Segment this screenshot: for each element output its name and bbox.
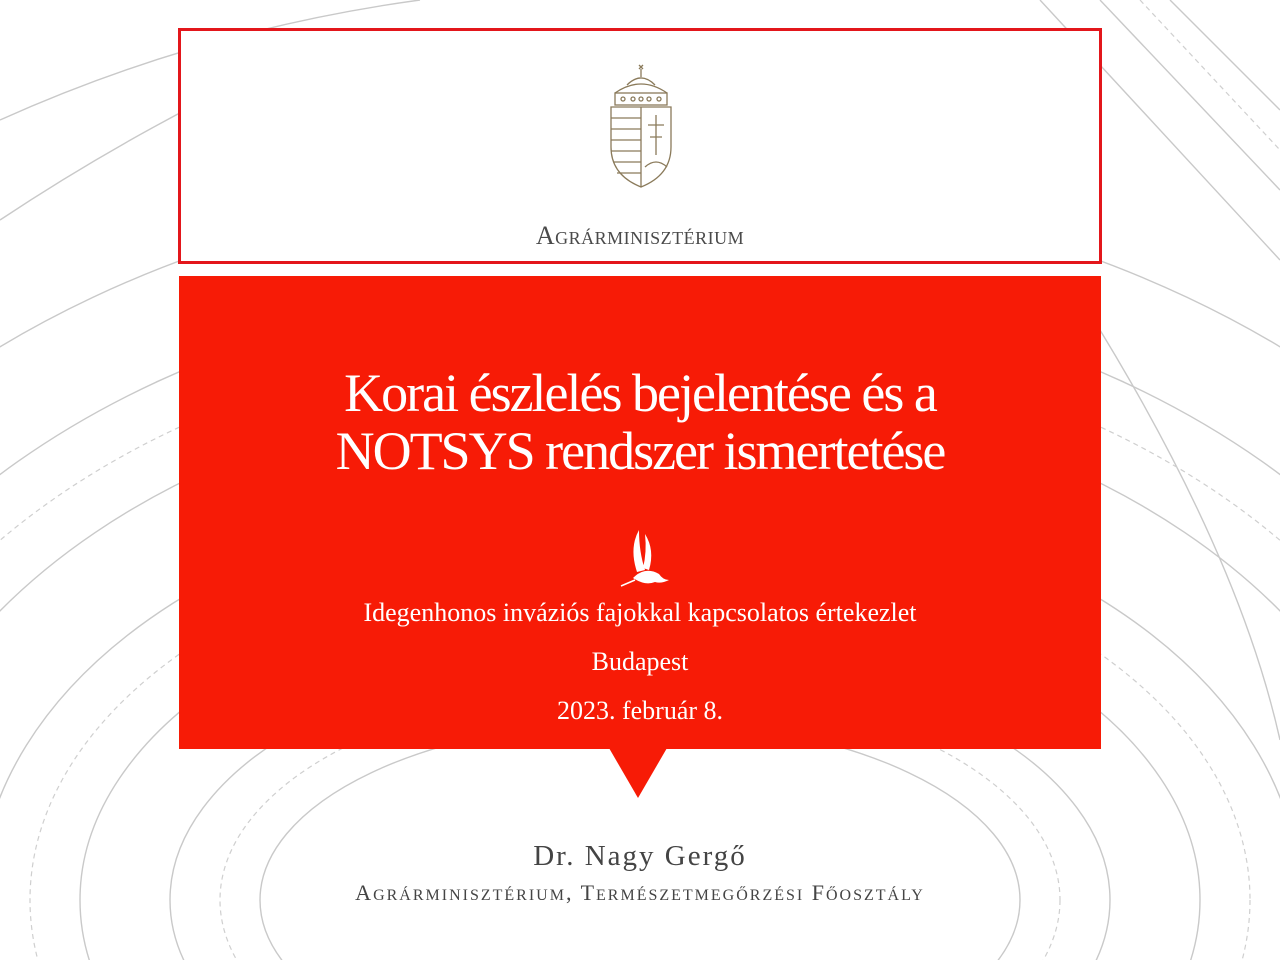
author-name: Dr. Nagy Gergő (533, 840, 747, 872)
panel-pointer (609, 748, 667, 798)
event-date: 2023. február 8. (556, 696, 724, 725)
event-city: Budapest (591, 647, 689, 676)
ministry-header (178, 28, 1102, 264)
author-affiliation (0, 880, 1280, 906)
title-line-1: Korai észlelés bejelentése és a (344, 363, 936, 423)
affil-rest-3: ŐOSZTÁLY (825, 887, 925, 904)
affil-separator: , (565, 880, 581, 905)
title-panel (179, 276, 1101, 749)
bird-icon (615, 528, 671, 598)
affil-rest-1: GRÁRMINISZTÉRIUM (373, 887, 566, 904)
affil-initial-3: F (811, 880, 826, 905)
event-name: Idegenhonos inváziós fajokkal kapcsolatos értekezlet (363, 598, 917, 627)
coat-of-arms-icon (605, 63, 677, 191)
title-line-2: NOTSYS rendszer ismertetése (335, 421, 945, 481)
affil-initial-1: A (355, 880, 374, 905)
ministry-name-rest: GRÁRMINISZTÉRIUM (555, 228, 745, 248)
affil-initial-2: T (580, 880, 597, 905)
affil-rest-2: ERMÉSZETMEGŐRZÉSI (596, 887, 805, 904)
ministry-name (181, 221, 1099, 251)
ministry-name-initial: A (535, 221, 556, 250)
presentation-title (179, 364, 1101, 480)
